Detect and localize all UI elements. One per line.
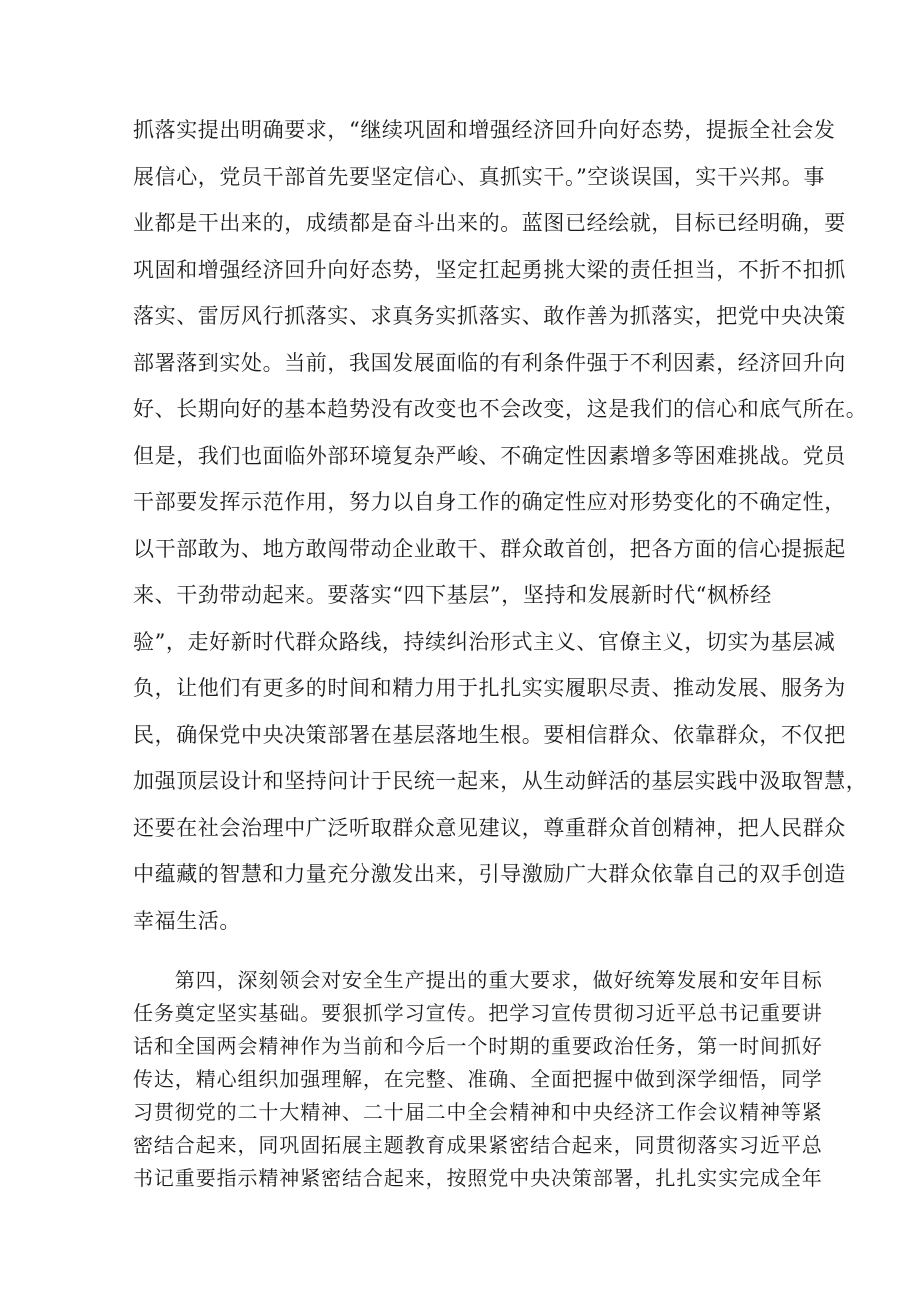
text-line: 以干部敢为、地方敢闯带动企业敢干、群众敢首创，把各方面的信心提振起 (133, 537, 846, 561)
text-line: 习贯彻党的二十大精神、二十届二中全会精神和中央经济工作会议精神等紧 (133, 1100, 823, 1124)
text-line: 任务奠定坚实基础。要狠抓学习宣传。把学习宣传贯彻习近平总书记重要讲 (133, 1001, 823, 1025)
text-line: 验”，走好新时代群众路线，持续纠治形式主义、官僚主义，切实为基层减 (133, 630, 836, 654)
text-line: 负，让他们有更多的时间和精力用于扎扎实实履职尽责、推动发展、服务为 (133, 676, 846, 700)
text-line: 展信心，党员干部首先要坚定信心、真抓实干。”空谈误国，实干兴邦。事 (133, 165, 826, 189)
text-line: 中蕴藏的智慧和力量充分激发出来，引导激励广大群众依靠自己的双手创造 (133, 862, 846, 886)
text-line: 落实、雷厉风行抓落实、求真务实抓落实、敢作善为抓落实，把党中央决策 (133, 304, 846, 328)
text-line: 幸福生活。 (133, 909, 241, 933)
text-line: 但是，我们也面临外部环境复杂严峻、不确定性因素增多等困难挑战。党员 (133, 444, 846, 468)
text-line: 书记重要指示精神紧密结合起来，按照党中央决策部署，扎扎实实完成全年 (133, 1166, 823, 1190)
text-line: 好、长期向好的基本趋势没有改变也不会改变，这是我们的信心和底气所在。 (133, 397, 868, 421)
text-line: 部署落到实处。当前，我国发展面临的有利条件强于不利因素，经济回升向 (133, 351, 846, 375)
text-line: 话和全国两会精神作为当前和今后一个时期的重要政治任务，第一时间抓好 (133, 1034, 823, 1058)
text-line: 民，确保党中央决策部署在基层落地生根。要相信群众、依靠群众，不仅把 (133, 723, 846, 747)
text-line: 传达，精心组织加强理解，在完整、准确、全面把握中做到深学细悟，同学 (133, 1067, 823, 1091)
text-line: 第四，深刻领会对安全生产提出的重大要求，做好统筹发展和安年目标 (133, 968, 823, 992)
text-line: 巩固和增强经济回升向好态势，坚定扛起勇挑大梁的责任担当，不折不扣抓 (133, 258, 846, 282)
text-line: 抓落实提出明确要求，“继续巩固和增强经济回升向好态势，提振全社会发 (133, 118, 836, 142)
text-line: 加强顶层设计和坚持问计于民统一起来，从生动鲜活的基层实践中汲取智慧， (133, 769, 868, 793)
text-line: 密结合起来，同巩固拓展主题教育成果紧密结合起来，同贯彻落实习近平总 (133, 1133, 823, 1157)
text-line: 还要在社会治理中广泛听取群众意见建议，尊重群众首创精神，把人民群众 (133, 816, 846, 840)
text-line: 干部要发挥示范作用，努力以自身工作的确定性应对形势变化的不确定性， (133, 490, 846, 514)
text-line: 来、干劲带动起来。要落实“四下基层”，坚持和发展新时代“枫桥经 (133, 583, 772, 607)
text-line: 业都是干出来的，成绩都是奋斗出来的。蓝图已经绘就，目标已经明确，要 (133, 211, 846, 235)
